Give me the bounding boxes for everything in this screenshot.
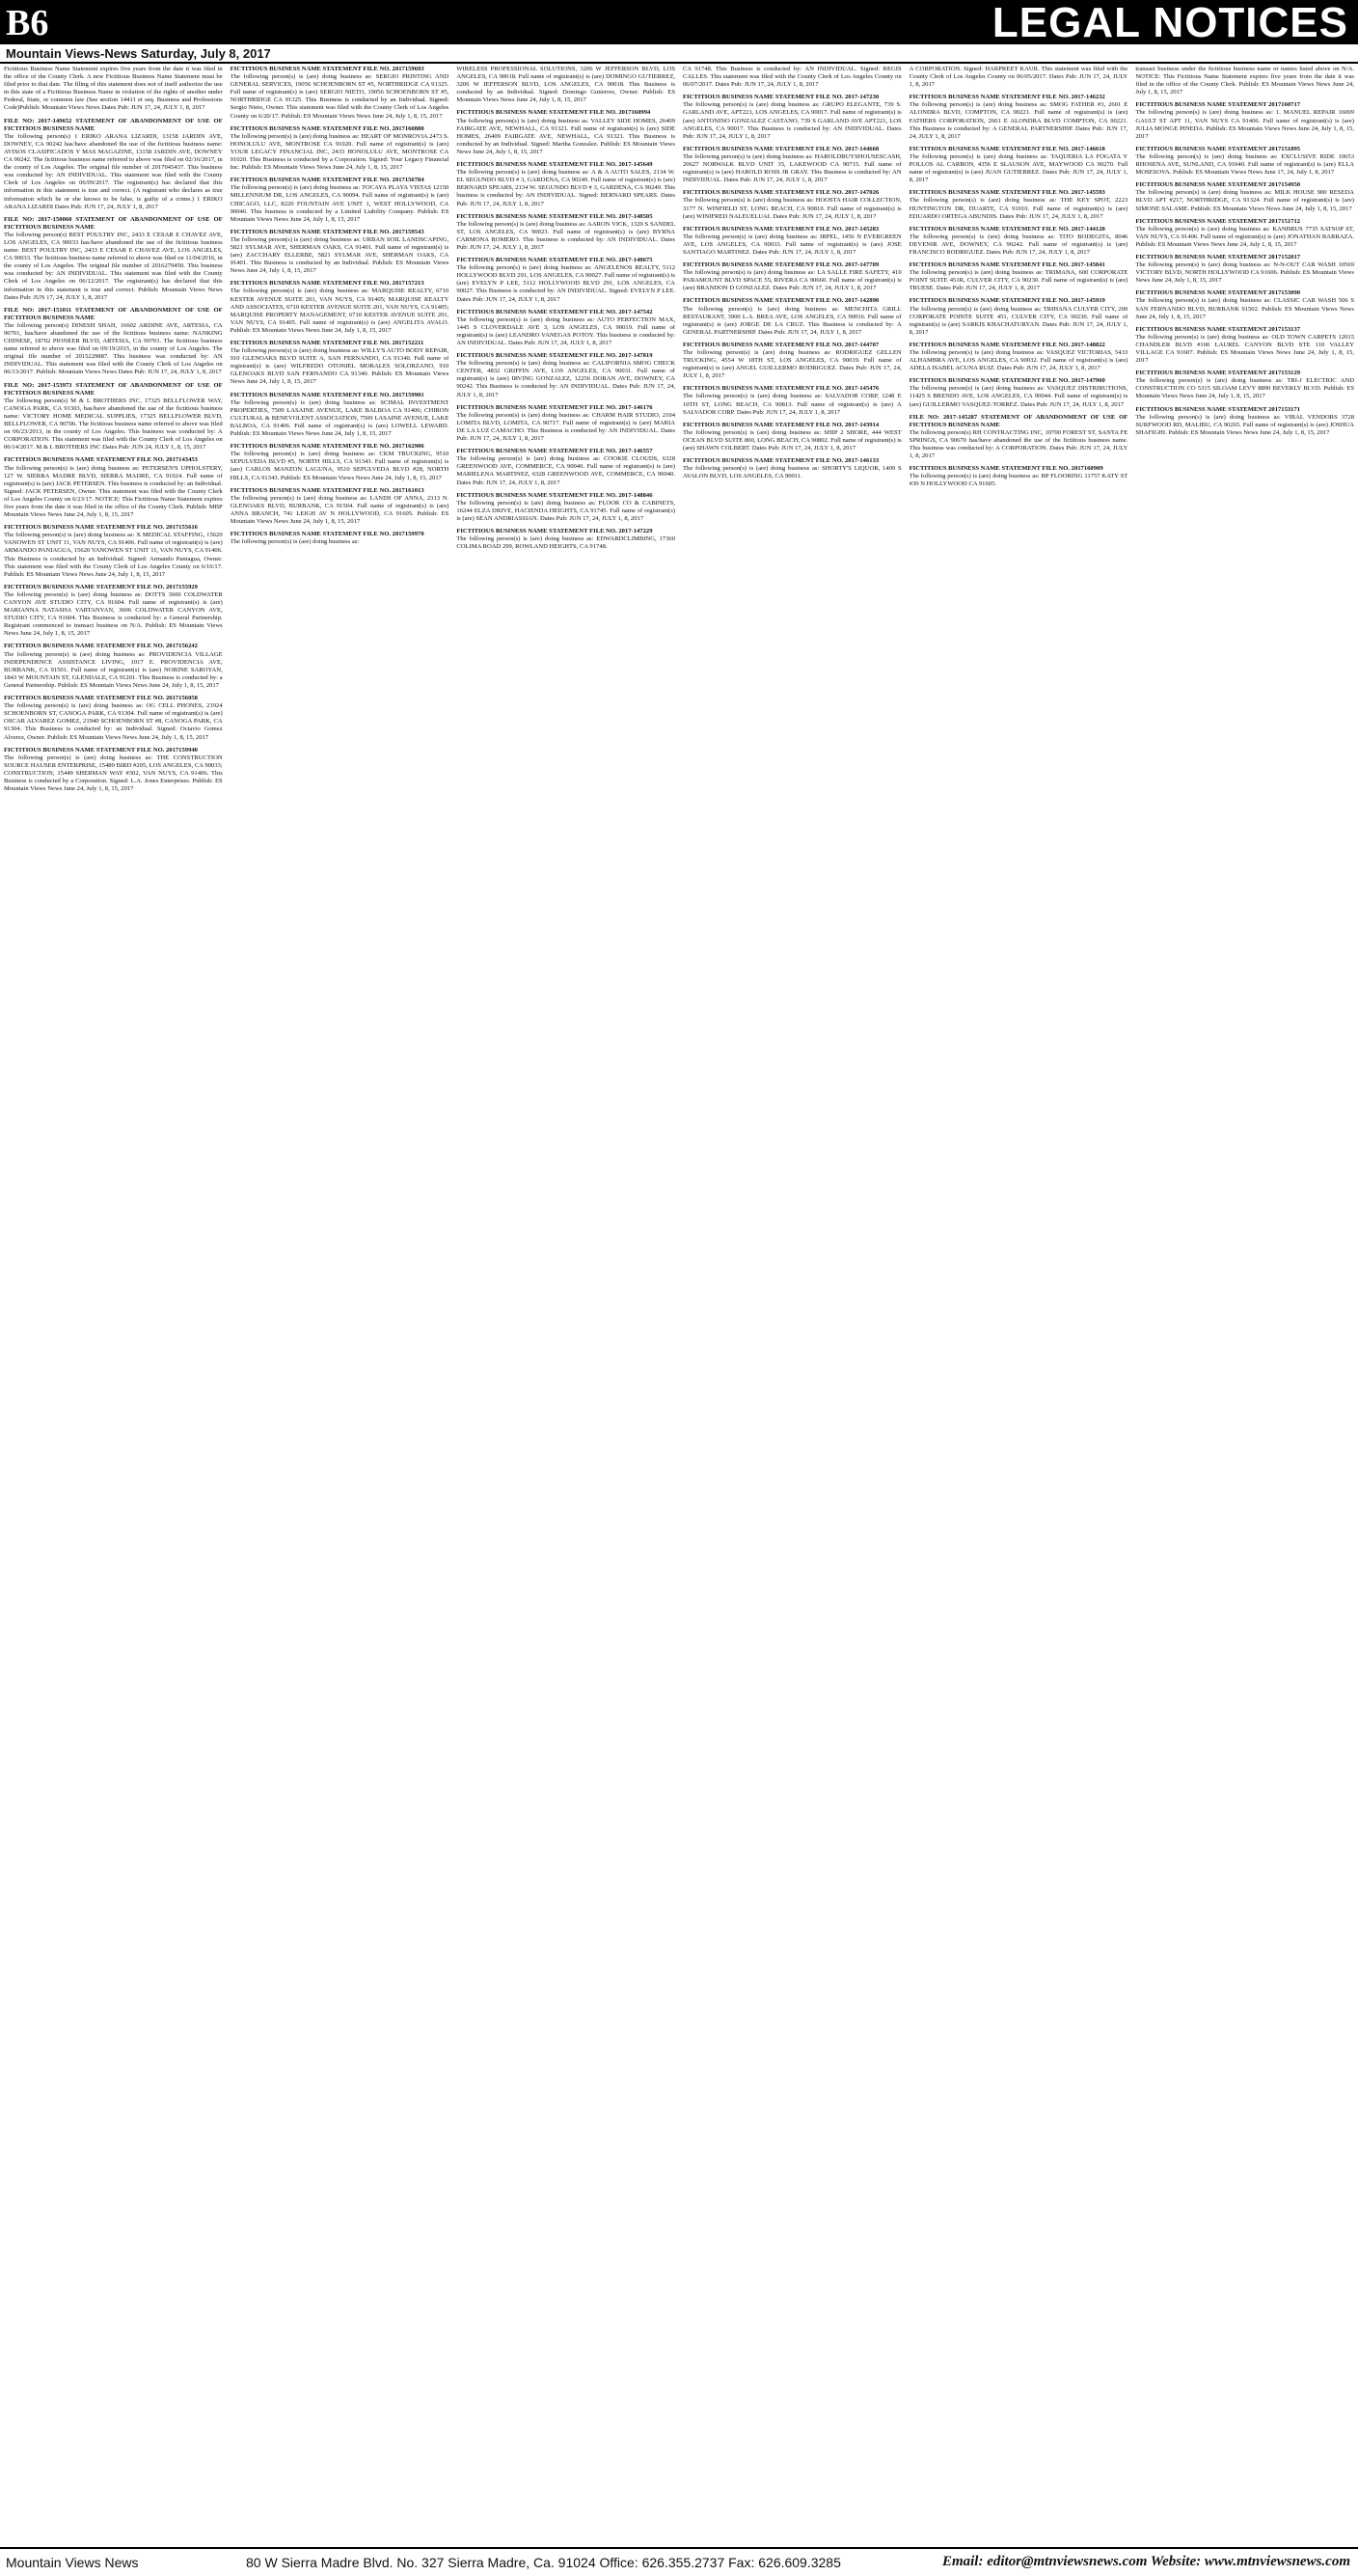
notice-body: The following person(s) DINESH SHAH, 16602 ARDINE AVE, ARTESIA, CA 90701, has/have abandoned the use of the fictitious business name: NANKING CHINESE, 18702 PIONEER BLVD, ARTESIA, CA 90701. The fictitious business name referred to above was filed on 09/19/2015, in the county of Los Angeles. The original file number of 2015229887. This business was conducted by: AN INDIVIDUAL. This statement was filed with the County Clerk of Los Angeles on 06/13/2017. Publish: Mountain Views News Dates Pub: JUN 17, 24, JULY 1, 8, 2017 (4, 321, 223, 376)
notice-title: FICTITIOUS BUSINESS NAME STATEMENT FILE NO. 2017159901 (230, 391, 424, 398)
notice-title: FICTITIOUS BUSINESS NAME STATEMENT FILE NO. 2017-148822 (909, 341, 1105, 348)
notice-body: The following person(s) is (are) doing business as: X MEDICAL STAFFING, 15620 VANOWEN ST UNIT 11, VAN NUYS, CA 91406. Full name of registrant(s) is (are) ARMANDO PANIAGUA, 15620 VANOWEN ST UNIT 11, VAN NUYS, CA 91406. This Business is conducted by an Individual. Signed: Armando Paniagua, Owner. This statement was filed with the County Clerk of Los Angeles County on 6/16/17. Publish: ES Mountain Views News June 24, July 1, 8, 15, 2017 (4, 532, 223, 578)
notice-body: The following person(s) is (are) doing business as: VALLEY SIDE HOMES, 26409 FAIRGATE AVE, NEWHALL, CA 91321. Full name of registrant(s) is (are) SIDE HOMES, 26409 FAIRGATE AVE, NEWHALL, CA 91321. This Business is conducted by an Individual. Signed: Martha Gonzalez. Publish: ES Mountain Views News June 24, July 1, 8, 15, 2017 (456, 117, 675, 155)
legal-notice (910, 297, 1128, 336)
notice-title: FICTITIOUS BUSINESS NAME STATEMENT FILE NO. 2017-147709 (683, 261, 880, 269)
column-5 (910, 66, 1128, 2545)
notice-title: FICTITIOUS BUSINESS NAME STATEMENT FILE NO. 2017-146557 (456, 448, 653, 455)
legal-notice (683, 385, 902, 416)
notice-title: FICTITIOUS BUSINESS NAME STATEMENT FILE NO. 2017143453 (4, 456, 198, 464)
notice-body: The following person(s) is (are) doing business as: PETERSEN'S UPHOLSTERY, 127 W. SIERRA MADRE BLVD, SIERRA MADRE, CA 91024. Full name of registrant(s) is (are) JACK PETERSEN. This business is conducted by: an Individual. Signed: JACK PETERSEN, Owner. This statement was filed with the County Clerk of Los Angeles County on 6/23/17. NOTICE: This Fictitious Name Statement expires five years from the date it was filed in the office of the County Clerk. Publish: MBP Mountain Views News June 24, July 1, 8, 15, 2017 (4, 464, 223, 519)
legal-notice (1135, 289, 1354, 320)
notice-body: The following person(s) is (are) doing business as: VIRAL VENDORS 3728 SURFWOOD RD, MALIBU, CA 90265. Full name of registrant(s) is (are) JOSHUA SHAFIGHI. Publish: ES Mountain Views News June 24, July 1, 8, 15, 2017 (1135, 413, 1354, 436)
legal-notice (910, 342, 1128, 372)
legal-notice (4, 747, 223, 794)
column-2 (231, 66, 449, 2545)
legal-notice (1135, 370, 1354, 400)
legal-notice (1135, 101, 1354, 140)
notice-body: The following person(s) is (are) doing business as: SERGIO PRINTING AND GENERAL SERVICES, 19056 SCHOENBORN ST #5, NORTHRIDGE CA 91325. Full name of registrant(s) is (are) SERGIO NIETO, 19056 SCHOENBORN ST #5, NORTHRIDGE CA 91325. This Business is conducted by an Individual. Signed: Sergio Nieto, Owner. This statement was filed with the County Clerk of Los Angeles County on 6/20/17. Publish: ES Mountain Views News June 24, July 1, 8, 15, 2017 (230, 73, 449, 120)
legal-notice (231, 531, 449, 546)
legal-notice (456, 492, 675, 523)
legal-notice (231, 125, 449, 173)
legal-notice (683, 146, 902, 184)
footer-paper: Mountain Views News (6, 2555, 139, 2570)
legal-notice (456, 528, 675, 551)
legal-notice (683, 422, 902, 452)
notice-title: FICTITIOUS BUSINESS NAME STATEMENT FILE NO. 2017159970 (230, 531, 424, 538)
notice-title: FICTITIOUS BUSINESS NAME STATEMENT FILE NO. 2017-146232 (909, 94, 1105, 101)
notice-body: The following person(s) is (are) doing business as: IRPEL, 1456 N EVERGREEN AVE, LOS ANGELES, CA 90033. Full name of registrant(s) is (are) JOSE SANTIAGO MARTINEZ. Dates Pub: JUN 17, 24, JULY 1, 8, 2017 (683, 233, 902, 256)
legal-notice (456, 257, 675, 304)
notice-body: The following person(s) is (are) doing business as: TITO BODEGITA, 8046 DEVENIR AVE, DOWNEY, CA 90242. Full name of registrant(s) is (are) FRANCISCO RODRIGUEZ. Dates Pub: JUN 17, 24, JULY 1, 8, 2017 (909, 233, 1128, 256)
notice-body: The following person(s) is (are) doing business as: EXCLUSIVE RIDE 10653 RHOSENA AVE, SUNLAND, CA 91040. Full name of registrant(s) is (are) ELLA MOSESOVA. Publish: ES Mountain Views News June 17, 24, July 1, 8, 2017 (1135, 152, 1354, 177)
notice-body: The following person(s) is (are) doing business as: TAQUERIA LA FOGATA Y POLLOS AL CARBON, 4356 E SLAUSON AVE, MAYWOOD CA 90270. Full name of registrant(s) is (are) JUAN GUTIERREZ. Dates Pub: JUN 17, 24, JULY 1, 8, 2017 (909, 152, 1128, 184)
legal-notice (231, 66, 449, 121)
notice-body: The following person(s) is (are) doing business as: PROVIDENCIA VILLAGE INDEPENDENCE ASSISTANCE LIVING, 1017 E. PROVIDENCIA AVE, BURBANK, CA 91501. Full name of registrant(s) is (are) NORINE SAROYAN, 1843 W MOUNTAIN ST, GLENDALE, CA 91201. This Business is conducted by: a General Partnership. Publish: ES Mountain Views News June 24, July 1, 8, 15, 2017 (4, 650, 223, 689)
legal-notice (4, 695, 223, 742)
legal-notice (1135, 181, 1354, 212)
notice-title: FICTITIOUS BUSINESS NAME STATEMENT 2017160717 (1135, 101, 1301, 109)
legal-notice (231, 340, 449, 387)
legal-notice (683, 189, 902, 220)
notice-body: CA 91748. This Business is conducted by: AN INDIVIDUAL. Signed: REGIS CALLES. This statement was filed with the County Clerk of Los Angeles County on 06/07/2017. Dates Pub: JUN 17, 24, JULY 1, 8, 2017 (683, 66, 902, 89)
legal-notice (910, 261, 1128, 292)
legal-notice (456, 404, 675, 443)
notice-body: The following person(s) is (are) doing business as: HEART OF MONROVIA 2473 S. HONOLULU AVE, MONTROSE CA 91020. Full name of registrant(s) is (are) YOUR LEGACY FINANCIAL INC, 2433 HONOLULU AVE, MONTROSE CA 91020. This Business is conducted by a Corporation. Signed: Your Legacy Financial Inc. Publish: ES Mountain Views News June 24, July 1, 8, 15, 2017 (230, 132, 449, 172)
notice-body: The following person(s) is (are) doing business as: COOKIE CLOUDS, 6328 GREENWOOD AVE, COMMERCE, CA 90040. Full name of registrant(s) is (are) MARIELENA MARTINEZ, 6328 GREENWOOD AVE, COMMERCE, CA 90040. Dates Pub: JUN 17, 24, JULY 1, 8, 2017 (456, 455, 675, 486)
notice-title: FICTITIOUS BUSINESS NAME STATEMENT FILE NO. 2017160909 (909, 465, 1103, 473)
notice-title: FICTITIOUS BUSINESS NAME STATEMENT FILE NO. 2017-147542 (456, 308, 653, 315)
notice-body: The following person(s) M & L BROTHERS INC, 17325 BELLFLOWER WAY, CANOGA PARK, CA 91303, has/have abandoned the use of the fictitious business name: VICTORY HOME MEDICAL SUPPLIES, 17325 BELLFLOWER BLVD, BELLFLOWER, CA 90706. The fictitious business name referred to above was filed on 06/23/2013, in the county of Los Angeles. This business was conducted by: A CORPORATION. This statement was filed with the County Clerk of Los Angeles on 06/14/2017. M & L BROTHERS INC Dates Pub: JUN 24, JULY 1, 8, 15, 2017 (4, 397, 223, 452)
notice-title: FICTITIOUS BUSINESS NAME STATEMENT FILE NO. 2017-144120 (909, 225, 1105, 233)
notice-body: The following person(s) is (are) doing business as: FLOOR CO & CABINETS, 16244 ELZA DRIVE, HACIENDA HEIGHTS, CA 91745. Full name of registrant(s) is (are) SEAN ANDRIASSIAN. Dates Pub: JUN 17, 24, JULY 1, 8, 2017 (456, 499, 675, 522)
dateline: Mountain Views-News Saturday, July 8, 2017 (6, 46, 271, 61)
notice-title: FICTITIOUS BUSINESS NAME STATEMENT 2017152017 (1135, 253, 1301, 260)
notice-body: The following person(s) is (are) doing business as: LANDS OF ANNA, 2313 N. GLENOAKS BLVD, BURBANK, CA 91504. Full name of registrant(s) is (are) ANNA BRANCH, 741 LEIGH AV N HOLLYWOOD, CA 91605. Publish: ES Mountain Views News June 24, July 1, 8, 15, 2017 (230, 494, 449, 525)
notice-body: The following person(s) is (are) doing business as: VASQUEZ VICTORIAS, 5433 ALHAMBRA AVE, LOS ANGELES, CA 90032. Full name of registrant(s) is (are) ADELA ISABEL ACUNA RUIZ. Dates Pub: JUN 17, 24, JULY 1, 8, 2017 (909, 349, 1128, 372)
column-4 (683, 66, 902, 2545)
notice-title: FILE NO: 2017-151011 STATEMENT OF ABANDONMENT OF USE OF FICTITIOUS BUSINESS NAME (4, 306, 223, 321)
notice-body: The following person(s) is (are) doing business as: EDWARDCLIMBING, 17360 COLIMA ROAD 299, ROWLAND HEIGHTS, CA 91748. (456, 535, 675, 551)
notice-body: A CORPORATION. Signed: HARPREET KAUR. This statement was filed with the County Clerk of Los Angeles County on 06/05/2017. Dates Pub: JUN 17, 24, JULY 1, 8, 2017 (909, 66, 1128, 89)
notice-body: The following person(s) is (are) doing business as: OG CELL PHONES, 21924 SCHOENBORN ST, CANOGA PARK, CA 91304. Full name of registrant(s) is (are) OSCAR ALVAREZ GOMEZ, 21940 SCHOENBORN ST #8, CANOGA PARK, CA 91304. This Business is conducted by: an Individual. Signed: Octavio Gomez Alverez, Owner. Publish: ES Mountain Views News June 24, July 1, 8, 15, 2017 (4, 702, 223, 741)
notice-body: The following person(s) is (are) doing business as: DOTTS 3600 COLDWATER CANYON AVE STUDIO CITY, CA 91604. Full name of registrant(s) is (are) MARIANNA NATASHA VARTANYAN, 3606 COLDWATER CANYON AVE, STUDIO CITY, CA 91604. This Business is conducted by: a General Partnership. Registrant commenced to transact business on N/A. Publish: ES Mountain Views News June 24, July 1, 8, 15, 2017 (4, 590, 223, 638)
notice-title: FICTITIOUS BUSINESS NAME STATEMENT FILE NO. 2017152211 (230, 340, 424, 346)
legal-notice (4, 382, 223, 452)
notice-body: The following person(s) is (are) doing business as: CALIFORNIA SMOG CHECK CENTER, 4832 GRIFFIN AVE, LOS ANGELES, CA 90031. Full name of registrant(s) is (are) IRVING GONZALEZ, 12256 DORAN AVE, DOWNEY, CA 90242. This Business is conducted by: AN INDIVIDUAL. Dates Pub: JUN 17, 24, JULY 1, 8, 2017 (456, 360, 675, 398)
notice-body: The following person(s) is (are) doing business as: THE CONSTRUCTION SOURCE HAUSER ENTERPRISE, 15489 BIRD #205, LOS ANGELES, CA 90033; CONSTRUCTION, 15449 SHERMAN WAY #302, VAN NUYS, CA 91406. This Business is conducted by a Corporation. Signed: L.A. Jones Enterprises. Publish: ES Mountain Views News June 24, July 1, 8, 15, 2017 (4, 754, 223, 793)
notice-body: The following person(s) is (are) doing business as: AARON VICK, 1329 S SANDEL ST, LOS ANGELES, CA 90023. Full name of registrant(s) is (are) BYRNA CARMONA ROMERO. This business is conducted by: AN INDIVIDUAL. Dates Pub: JUN 17, 24, JULY 1, 8, 2017 (456, 220, 675, 251)
legal-notice (1135, 218, 1354, 249)
section-title: LEGAL NOTICES (991, 0, 1348, 46)
legal-notice (231, 443, 449, 481)
notice-body: The following person(s) 1 ERIKO ARANA LIZARDI, 13158 JARDIN AVE, DOWNEY, CA 90242 has/have abandoned the use of the fictitious business name: AVISOS CLASIFICADOS Y MAS MAGAZINE, 13158 JARDIN AVE, DOWNEY CA 90242. The fictitious business name referred to above was filed on 02/16/2017, in the county of Los Angeles. The original file number of 2017045437. This business was conducted by: AN INDIVIDUAL. This statement was filed with the County Clerk of Los Angeles on 06/09/2017. The registrant(s) has declared that this information in this statement is true and correct. (A registrant who declares as true information which he or she knows to be false, is guilty of a crime.) 1 ERIKO ARANA LIZARDI Dates Pub: JUN 17, 24, JULY 1, 8, 2017 (4, 132, 223, 210)
notice-title: FICTITIOUS BUSINESS NAME STATEMENT FILE NO. 2017-146133 (683, 457, 880, 465)
notice-title: FICTITIOUS BUSINESS NAME STATEMENT 2017154950 (1135, 181, 1301, 189)
notice-body: The following person(s) is (are) doing business as: VASQUEZ DISTRIBUTIONS, 11425 S BRENDO AVE, LOS ANGELES, CA 90044. Full name of registrant(s) is (are) GUILLERMO VASQUEZ-TORREZ. Dates Pub: JUN 17, 24, JULY 1, 8, 2017 (909, 385, 1128, 408)
legal-notice (910, 465, 1128, 488)
footer-address: 80 W Sierra Madre Blvd. No. 327 Sierra Madre, Ca. 91024 Office: 626.355.2737 Fax: 626.609.3285 (246, 2555, 841, 2570)
notice-title: FICTITIOUS BUSINESS NAME STATEMENT FILE NO. 2017-148846 (456, 491, 653, 499)
legal-notice (4, 643, 223, 690)
masthead (0, 0, 1358, 44)
notice-title: FILE NO: 2017-149652 STATEMENT OF ABANDONMENT OF USE OF FICTITIOUS BUSINESS NAME (4, 117, 223, 132)
notice-title: FILE NO: 2017-153973 STATEMENT OF ABANDONMENT OF USE OF FICTITIOUS BUSINESS NAME (4, 381, 223, 397)
legal-notice (1135, 146, 1354, 177)
notice-title: FICTITIOUS BUSINESS NAME STATEMENT FILE NO. 2017157213 (230, 280, 424, 288)
notice-body: The following person(s) is (are) doing business as: GRUPO ELEGANTE, 739 S. GARLAND AVE, APT221, LOS ANGELES, CA 90017. Full name of registrant(s) is (are) ANTONINO GONZALEZ CASTANO, 739 S GARLAND AVE APT221, LOS ANGELES, CA 90017. This Business is conducted by: AN INDIVIDUAL. Dates Pub: JUN 17, 24, JULY 1, 8, 2017 (683, 101, 902, 140)
legal-notice (231, 487, 449, 526)
footer (0, 2547, 1358, 2576)
notice-title: FICTITIOUS BUSINESS NAME STATEMENT FILE NO. 2017-146176 (456, 403, 653, 411)
notice-title: FICTITIOUS BUSINESS NAME STATEMENT FILE NO. 2017-145593 (909, 189, 1105, 197)
notice-body: WIRELESS PROFESSIONAL SOLUTIONS, 3206 W JEFFERSON BLVD, LOS ANGELES, CA 90018. Full name of registrant(s) is (are) DOMINGO GUTIERREZ, 3206 W JEFFERSON BLVD, LOS ANGELES, CA 90018. This Business is conducted by an Individual. Signed: Domingo Gutierrez, Owner. Publish: ES Mountain Views News June 24, July 1, 8, 15, 2017 (456, 66, 675, 104)
notice-body: The following person(s) is (are) doing business as: TOCAYA PLAYA VISTAS 12150 MILLENNIUM DR, LOS ANGELES, CA 90094. Full name of registrant(s) is (are) CHICAGO, LLC, 8220 FOUNTAIN AVE UNIT 1, WEST HOLLYWOOD, CA 90046. This business is conducted by a Limited Liability Company. Publish: ES Mountain Views News June 24, July 1, 8, 15, 2017 (230, 184, 449, 223)
legal-notice (231, 280, 449, 335)
legal-notice (4, 456, 223, 519)
legal-notice (456, 161, 675, 208)
legal-notice (4, 66, 223, 113)
notice-title: FICTITIOUS BUSINESS NAME STATEMENT FILE NO. 2017155616 (4, 524, 198, 532)
notice-title: FICTITIOUS BUSINESS NAME STATEMENT 2017153090 (1135, 289, 1301, 297)
notice-title: FICTITIOUS BUSINESS NAME STATEMENT FILE NO. 2017-145649 (456, 161, 653, 169)
notice-body: The following person(s) is (are) doing business as: TRI-J ELECTRIC AND CONSTRUCTION CO 5315 SILOAM LEVY 8890 BEVERLY BLVD. Publish: ES Mountain Views News June 24, July 1, 8, 15, 2017 (1135, 377, 1354, 400)
notice-title: FICTITIOUS BUSINESS NAME STATEMENT 2017153171 (1135, 405, 1301, 413)
notice-title: FICTITIOUS BUSINESS NAME STATEMENT 2017153129 (1135, 370, 1301, 377)
notice-body: The following person(s) is (are) doing business as: MARQUISE REALTY, 6710 KESTER AVENUE SUITE 201, VAN NUYS, CA 91405; MARQUISE REALTY AND ASSOCIATES, 6710 KESTER AVENUE SUITE 201, VAN NUYS, CA 91405; MARQUISE PROPERTY MANAGEMENT, 6710 KESTER AVENUE SUITE 201, VAN NUYS, CA 91405. Full name of registrant(s) is (are) ANGELITA AVALO. Publish: ES Mountain Views News June 24, July 1, 8, 15, 2017 (230, 288, 449, 334)
notice-body: The following person(s) is (are) doing business as: THE KEY SPOT, 2223 HUNTINGTON DR, DUARTE, CA 91010. Full name of registrant(s) is (are) EDUARDO ORTEGA ABUNDIS. Dates Pub: JUN 17, 24, JULY 1, 8, 2017 (909, 197, 1128, 220)
footer-contact: Email: editor@mtnviewsnews.com Website: www.mtnviewsnews.com (941, 2554, 1350, 2569)
legal-notice (683, 342, 902, 380)
notice-body: The following person(s) is (are) doing business as: BP FLOORING 11757 KATY ST #30 N HOLLYWOOD CA 91605. (909, 473, 1128, 488)
legal-notice (1135, 406, 1354, 437)
notice-title: FICTITIOUS BUSINESS NAME STATEMENT FILE NO. 2017160880 (230, 124, 424, 132)
header-rule (0, 62, 1358, 64)
notice-title: FICTITIOUS BUSINESS NAME STATEMENT FILE NO. 2017-143914 (683, 421, 880, 428)
notice-title: FICTITIOUS BUSINESS NAME STATEMENT FILE NO. 2017-148505 (456, 212, 653, 220)
legal-notice (231, 229, 449, 276)
legal-notice (1135, 326, 1354, 365)
notice-body: transact business under the fictitious business name or names listed above on N/A. NOTICE: This Fictitious Name Statement expires five years from the date it was filed in the office of the County Clerk. Publish: ES Mountain Views News June 24, July 1, 8, 15, 2017 (1135, 66, 1354, 96)
notice-title: FICTITIOUS BUSINESS NAME STATEMENT 2017153137 (1135, 325, 1301, 333)
notice-body: The following person(s) is (are) doing business as: CLASSIC CAR WASH 506 S SAN FERNANDO BLVD, BURBANK 91502. Publish: ES Mountain Views News June 24, July 1, 8, 15, 2017 (1135, 297, 1354, 320)
notice-title: FICTITIOUS BUSINESS NAME STATEMENT FILE NO. 2017-147960 (909, 377, 1105, 385)
notice-title: FICTITIOUS BUSINESS NAME STATEMENT FILE NO. 2017-145476 (683, 385, 880, 393)
legal-notice (4, 118, 223, 211)
notice-title: FICTITIOUS BUSINESS NAME STATEMENT FILE NO. 2017-147230 (683, 94, 880, 101)
notice-body: The following person(s) is (are) doing business as: MILK HOUSE 900 RESEDA BLVD APT #217, NORTHRIDGE, CA 91324. Full name of registrant(s) is (are) SIMONE SALAME. Publish: ES Mountain Views News June 24, July 1, 8, 15, 2017 (1135, 189, 1354, 212)
notice-title: FICTITIOUS BUSINESS NAME STATEMENT FILE NO. 2017-144707 (683, 341, 880, 348)
legal-notice (910, 377, 1128, 408)
legal-notice (4, 524, 223, 579)
notice-title: FICTITIOUS BUSINESS NAME STATEMENT FILE NO. 2017156058 (4, 695, 198, 702)
notice-title: FICTITIOUS BUSINESS NAME STATEMENT FILE NO. 2017-145283 (683, 225, 880, 233)
notice-body: The following person(s) RH CONTRACTING INC, 10700 FOREST ST, SANTA FE SPRINGS, CA 90670 has/have abandoned the use of the fictitious business name. This business was conducted by: A CORPORATION. Dates Pub: JUN 17, 24, JULY 1, 8, 2017 (909, 428, 1128, 460)
notice-body: The following person(s) is (are) doing business as: TRIMANA, 600 CORPORATE POINT SUITE 451R, CULVER CITY, CA 90230. Full name of registrant(s) is (are) TRUESE. Dates Pub: JUN 17, 24, JULY 1, 8, 2017 (909, 269, 1128, 292)
notice-title: FICTITIOUS BUSINESS NAME STATEMENT FILE NO. 2017-147819 (456, 352, 653, 360)
notice-title: FICTITIOUS BUSINESS NAME STATEMENT FILE NO. 2017-146618 (909, 145, 1105, 152)
notice-title: FICTITIOUS BUSINESS NAME STATEMENT 2017151712 (1135, 217, 1301, 225)
notice-body: The following person(s) is (are) doing business as: 1. MANUEL REPAIR 16009 GAULT ST APT 11, VAN NUYS CA 91406. Full name of registrant(s) is (are) JULIA MONGE PINEDA. Publish: ES Mountain Views News June 24, July 1, 8, 15, 2017 (1135, 109, 1354, 140)
legal-notice (910, 414, 1128, 461)
legal-notice (456, 213, 675, 252)
legal-notice (231, 392, 449, 439)
notice-body: Fictitious Business Name Statement expires five years from the date it was filed in the office of the County Clerk. A new Fictitious Business Name Statement must be filed prior to that date. The filing of this statement does not of itself authorize the use in this state of a Fictitious Business Name in violation of the rights of another under Federal, State, or common law (See section 14411 et seq. Business and Professions Code)Publish: Mountain Views News Dates Pub: JUN 17, 24, JULY 1, 8, 2017 (4, 66, 223, 112)
legal-notice (4, 584, 223, 639)
legal-notice (456, 309, 675, 347)
notice-body: The following person(s) is (are) doing business as: N-N-OUT CAR WASH 10569 VICTORY BLVD, NORTH HOLLYWOOD CA 91606. Publish: ES Mountain Views News June 24, July 1, 8, 15, 2017 (1135, 261, 1354, 285)
legal-notice (456, 109, 675, 156)
notice-body: The following person(s) is (are) doing business as: A & A AUTO SALES, 2134 W. EL SEGUNDO BLVD # 3, GARDENA, CA 90249. Full name of registrant(s) is (are) BERNARD SPEARS, 2134 W. SEGUNDO BLVD # 3, GARDENA, CA 90249. This business is conducted by: AN INDIVIDUAL. Signed: BERNARD SPEARS. Dates Pub: JUN 17, 24, JULY 1, 8, 2017 (456, 169, 675, 207)
notice-body: The following person(s) is (are) doing business as: ANGELENOS REALTY, 5112 HOLLYWOOD BLVD 291, LOS ANGELES, CA 90027. Full name of registrant(s) is (are) EVELYN P LEE, 5112 HOLLYWOOD BLVD 291, LOS ANGELES, CA 90027. This Business is conducted by: AN INDIVIDUAL. Signed: EVELYN P LEE. Dates Pub: JUN 17, 24, JULY 1, 8, 2017 (456, 264, 675, 303)
column-1 (4, 66, 223, 2545)
notice-title: FICTITIOUS BUSINESS NAME STATEMENT FILE NO. 2017155929 (4, 583, 198, 590)
notice-title: FICTITIOUS BUSINESS NAME STATEMENT FILE NO. 2017159940 (4, 746, 198, 754)
notice-title: FILE NO: 2017-150060 STATEMENT OF ABANDONMENT OF USE OF FICTITIOUS BUSINESS NAME (4, 215, 223, 231)
notice-body: The following person(s) is (are) doing business as: HAROLDBUYSHOUSESCASH, 20627 NORWALK BLVD UNIT 35, LAKEWOOD CA 90715. Full name of registrant(s) is (are) HAROLD ROSS JR GRAY. This Business is conducted by: AN INDIVIDUAL. Dates Pub: JUN 17, 24, JULY 1, 8, 2017 (683, 152, 902, 184)
notice-body: The following person(s) is (are) doing business as: RODRIGUEZ GELLEN TRUCKING, 4554 W 18TH ST, LOS ANGELES, CA 90019. Full name of registrant(s) is (are) ANGEL GUILLERMO RODRIGUEZ. Dates Pub: JUN 17, 24, JULY 1, 8, 2017 (683, 349, 902, 380)
notice-title: FICTITIOUS BUSINESS NAME STATEMENT FILE NO. 2017160994 (456, 109, 651, 117)
notice-title: FICTITIOUS BUSINESS NAME STATEMENT FILE NO. 2017161013 (230, 486, 424, 494)
notice-title: FICTITIOUS BUSINESS NAME STATEMENT FILE NO. 2017-144668 (683, 145, 880, 152)
legal-notice (1135, 66, 1354, 96)
notice-body: The following person(s) is (are) doing business as: CKM TRUCKING, 9510 SEPULVEDA BLVD #5, NORTH HILLS, CA 91343. Full name of registrant(s) is (are) CARLOS MANZON LAGUNA, 9510 SEPULVEDA BLVD #28, NORTH HILLS, CA 91343. Publish: ES Mountain Views News June 24, July 1, 8, 15, 2017 (230, 451, 449, 481)
notice-body: The following person(s) is (are) doing business as: CHARM HAIR STUDIO, 2104 LOMITA BLVD, LOMITA, CA 90717. Full name of registrant(s) is (are) MARIA DE LA LUZ CAMACHO. This Business is conducted by: AN INDIVIDUAL. Dates Pub: JUN 17, 24, JULY 1, 8, 2017 (456, 411, 675, 443)
legal-notice (910, 66, 1128, 89)
notice-body: The following person(s) is (are) doing business as: WILLY'S AUTO BODY REPAIR, 910 GLENOAKS BLVD SUITE A, SAN FERNANDO, CA 91340. Full name of registrant(s) is (are) WILFREDO OTONIEL MORALES SOLORZANO, 910 GLENOAKS BLVD SAN FERNANDO CA 91340. Publish: ES Mountain Views News June 24, July 1, 8, 15, 2017 (230, 347, 449, 386)
notice-body: The following person(s) BEST POULTRY INC, 2433 E CESAR E CHAVEZ AVE, LOS ANGELES, CA 90033 has/have abandoned the use of the fictitious business name: BEST POULTRY INC, 2433 E CESAR E CHAVEZ AVE, LOS ANGELES, CA 90033. The fictitious business name referred to above was filed on 11/04/2016, in the county of Los Angeles. The original file number of 2016279450. This business was conducted by: AN INDIVIDUAL. This statement was filed with the County Clerk of Los Angeles on 06/12/2017. The registrant(s) has declared that this information in this statement is true and correct. Publish: Mountain Views News Dates Pub: JUN 17, 24, JULY 1, 8, 2017 (4, 231, 223, 301)
legal-notice (4, 216, 223, 302)
legal-notice (683, 261, 902, 292)
notice-title: FICTITIOUS BUSINESS NAME STATEMENT FILE NO. 2017-148675 (456, 257, 653, 264)
legal-notice (456, 448, 675, 486)
notice-body: The following person(s) is (are) doing business as: SCIMAL INVESTMENT PROPERTIES, 7509 LASAINE AVENUE, LAKE BALBOA CA 91406; CHIRON CULTURAL & BENEVOLENT ASSOCIATION, 7509 LASAINE AVENUE, LAKE BALBOA, CA 91406. Full name of registrant(s) is (are) LOWELL LEWARD. Publish: ES Mountain Views News June 24, July 1, 8, 15, 2017 (230, 398, 449, 438)
legal-notice (1135, 254, 1354, 285)
legal-notice (683, 94, 902, 141)
legal-notice (910, 226, 1128, 257)
notice-body: The following person(s) is (are) doing business as: SALVADOR CORP, 1248 E 10TH ST, LONG BEACH, CA 90813. Full name of registrant(s) is (are) A SALVADOR CORP. Dates Pub: JUN 17, 24, JULY 1, 8, 2017 (683, 393, 902, 416)
notice-title: FICTITIOUS BUSINESS NAME STATEMENT FILE NO. 2017156242 (4, 643, 198, 650)
notice-body: The following person(s) is (are) doing business as: (230, 538, 360, 546)
notice-body: The following person(s) is (are) doing business as: SHIP 2 SHORE, 444 WEST OCEAN BLVD SUITE 800, LONG BEACH, CA 90802. Full name of registrant(s) is (are) SHAWN COLBERT. Dates Pub: JUN 17, 24, JULY 1, 8, 2017 (683, 428, 902, 452)
notice-body: The following person(s) is (are) doing business as: KANBRUS 7735 SATSOP ST, VAN NUYS, CA 91406. Full name of registrant(s) is (are) JONATHAN BARRAZA. Publish: ES Mountain Views News June 24, July 1, 8, 15, 2017 (1135, 225, 1354, 248)
notice-title: FICTITIOUS BUSINESS NAME STATEMENT FILE NO. 2017-147026 (683, 189, 880, 197)
legal-notice (910, 94, 1128, 141)
legal-notice (910, 146, 1128, 184)
notice-title: FICTITIOUS BUSINESS NAME STATEMENT FILE NO. 2017-142890 (683, 297, 880, 305)
legal-notice (4, 307, 223, 377)
notice-title: FICTITIOUS BUSINESS NAME STATEMENT FILE NO. 2017156784 (230, 177, 424, 184)
notice-body: The following person(s) is (are) doing business as: LA SALLE FIRE SAFETY, 410 PARAMOUNT BLVD SPACE 55, RIVERA CA 90660. Full name of registrant(s) is (are) BRANDON D GONZALEZ. Dates Pub: JUN 17, 24, JULY 1, 8, 2017 (683, 269, 902, 292)
legal-notice (910, 189, 1128, 220)
legal-notice (683, 297, 902, 336)
notice-body: The following person(s) is (are) doing business as: OLD TOWN CARPETS 12015 CHANDLER BLVD #100 LAUREL CANYON BLVD STE 110 VALLEY VILLAGE CA 91607. Publish: ES Mountain Views News June 24, July 1, 8, 15, 2017 (1135, 333, 1354, 365)
notice-body: The following person(s) is (are) doing business as: MENCHITA GRILL RESTAURANT, 3900 L.A. BREA AVE, LOS ANGELES, CA 90016. Full name of registrant(s) is (are) JORGE DE LA CRUZ. This Business is conducted by: A GENERAL PARTNERSHIP. Dates Pub: JUN 17, 24, JULY 1, 8, 2017 (683, 305, 902, 336)
notice-body: The following person(s) is (are) doing business as: URBAN SOIL LANDSCAPING, 5821 SYLMAR AVE, SHERMAN OAKS, CA 91401. Full name of registrant(s) is (are) ZACCHARY ELLERBE, 5821 SYLMAR AVE, SHERMAN OAKS, CA 91401. This Business is conducted by an Individual. Publish: ES Mountain Views News June 24, July 1, 8, 15, 2017 (230, 235, 449, 275)
column-6 (1135, 66, 1354, 2545)
legal-notice (456, 352, 675, 399)
legal-notice (231, 177, 449, 224)
notice-body: The following person(s) is (are) doing business as: SHORTY'S LIQUOR, 1409 S AVALON BLVD, LOS ANGELES, CA 90011. (683, 465, 902, 480)
legal-notice (683, 66, 902, 89)
notice-body: The following person(s) is (are) doing business as: TRIHANA CULVER CITY, 200 CORPORATE POINTE SUITE 451, CULVER CITY, CA 90230. Full name of registrant(s) is (are) SARKIS KHACHATURYAN. Dates Pub: JUN 17, 24, JULY 1, 8, 2017 (909, 305, 1128, 336)
notice-title: FICTITIOUS BUSINESS NAME STATEMENT FILE NO. 2017162906 (230, 443, 424, 451)
notice-body: The following person(s) is (are) doing business as: SMOG FATHER #3, 2601 E ALONDRA BLVD, COMPTON, CA 90221. Full name of registrant(s) is (are) FATHERS CORPORATION, 2601 E ALONDRA BLVD COMPTON, CA 90221. This Business is conducted by: A GENERAL PARTNERSHIP. Dates Pub: JUN 17, 24, JULY 1, 8, 2017 (909, 101, 1128, 140)
notice-title: FICTITIOUS BUSINESS NAME STATEMENT FILE NO. 2017159693 (230, 66, 424, 72)
notice-title: FICTITIOUS BUSINESS NAME STATEMENT FILE NO. 2017159543 (230, 228, 424, 235)
page-number: B6 (6, 3, 49, 43)
notice-columns (4, 66, 1354, 2545)
notice-title: FILE NO: 2017-145287 STATEMENT OF ABANDONMENT OF USE OF FICTITIOUS BUSINESS NAME (909, 413, 1128, 428)
notice-title: FICTITIOUS BUSINESS NAME STATEMENT FILE NO. 2017-147229 (456, 527, 653, 534)
notice-title: FICTITIOUS BUSINESS NAME STATEMENT FILE NO. 2017-145841 (909, 261, 1105, 269)
notice-title: FICTITIOUS BUSINESS NAME STATEMENT 2017151895 (1135, 145, 1301, 152)
legal-notice (456, 66, 675, 104)
column-3 (456, 66, 675, 2545)
notice-body: The following person(s) is (are) doing business as: HOOSTA HAIR COLLECTION, 3177 N. WINFIELD ST, LONG BEACH, CA 90810. Full name of registrant(s) is (are) WINIFRED NALEUELUAI. Dates Pub: JUN 17, 24, JULY 1, 8, 2017 (683, 197, 902, 220)
legal-notice (683, 457, 902, 480)
notice-body: The following person(s) is (are) doing business as: AUTO PERFECTION MAX, 1445 S CLOVERDALE AVE 3, LOS ANGELES, CA 90019. Full name of registrant(s) is (are) LEANDRO VANEGAS POTOY. This business is conducted by: AN INDIVIDUAL. Dates Pub: JUN 17, 24, JULY 1, 8, 2017 (456, 315, 675, 346)
legal-notice (683, 226, 902, 257)
notice-title: FICTITIOUS BUSINESS NAME STATEMENT FILE NO. 2017-145919 (909, 297, 1105, 305)
